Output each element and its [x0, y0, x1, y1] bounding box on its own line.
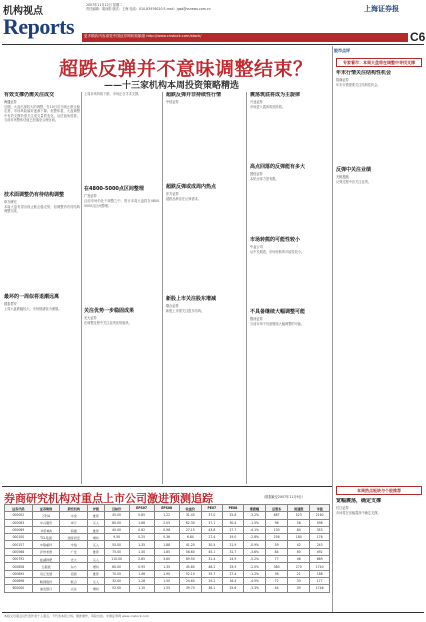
- table-cell: 58.60: [179, 548, 201, 555]
- header-banner: [82, 33, 408, 42]
- article-paragraph: 反弹过程中应关注业绩。: [336, 180, 372, 185]
- table-cell: 52.00: [104, 585, 129, 592]
- table-cell: 买入: [88, 519, 105, 526]
- article-author: 海通证券: [4, 100, 17, 104]
- table-cell: 84: [288, 526, 310, 533]
- table-cell: 中金: [60, 512, 88, 519]
- article-author: 中信证券: [166, 100, 179, 104]
- table-cell: 联合: [60, 577, 88, 584]
- table-cell: 中兴通讯: [32, 519, 60, 526]
- table-cell: 25.6: [222, 585, 243, 592]
- table-cell: 89.50: [179, 556, 201, 563]
- section-logo-reports: Reports: [3, 14, 75, 39]
- table-cell: 176: [310, 534, 330, 541]
- table-cell: 国泰君安: [60, 534, 88, 541]
- article-body: [250, 250, 330, 254]
- table-cell: 招商: [60, 570, 88, 577]
- table-header-row: [5, 505, 330, 512]
- table-cell: 买入: [88, 541, 105, 548]
- table-cell: 55.00: [104, 541, 129, 548]
- article-body: [4, 105, 80, 122]
- table-cell: 9.50: [104, 534, 129, 541]
- right-column-bottom: [336, 498, 422, 610]
- table-cell: 84: [266, 548, 288, 555]
- table-cell: 19.2: [201, 577, 222, 584]
- table-cell: 6.84: [179, 534, 201, 541]
- table-cell: 000568: [5, 548, 33, 555]
- article-body: [250, 177, 330, 181]
- table-cell: 30.4: [222, 519, 243, 526]
- article-title: 宽幅震荡，确定支撑: [336, 498, 382, 504]
- table-row: [5, 556, 330, 563]
- table-cell: 48.2: [201, 563, 222, 570]
- table-cell: 75.00: [104, 548, 129, 555]
- table-header-cell: PE08: [222, 505, 243, 512]
- table-cell: 0.36: [154, 534, 179, 541]
- table-cell: 000895: [5, 570, 33, 577]
- article-author: 长江证券: [336, 506, 349, 510]
- table-cell: 59: [266, 541, 288, 548]
- table-cell: 70.00: [104, 570, 129, 577]
- table-cell: 72: [266, 577, 288, 584]
- article-paragraph: 年末行情需要关注结构性机会。: [336, 83, 381, 87]
- table-cell: -0.9%: [243, 541, 265, 548]
- article-paragraph: 市场进入震荡筑底阶段。: [250, 105, 286, 109]
- table-row: [5, 526, 330, 533]
- table-cell: 买入: [88, 556, 105, 563]
- table-cell: 1.55: [154, 585, 179, 592]
- column-1: [4, 92, 80, 482]
- right-column-top: [336, 70, 422, 290]
- table-header-cell: PE07: [201, 505, 222, 512]
- table-cell: 海通: [60, 526, 88, 533]
- table-cell: -3.6%: [243, 548, 265, 555]
- article-body: [84, 199, 160, 208]
- table-cell: 27.15: [179, 526, 201, 533]
- table-cell: 推荐: [88, 548, 105, 555]
- table-cell: 188: [310, 570, 330, 577]
- table-cell: -3.3%: [243, 585, 265, 592]
- table-cell: 380: [266, 563, 288, 570]
- table-cell: 77: [266, 556, 288, 563]
- table-cell: 31.7: [222, 548, 243, 555]
- table-header-cell: 涨跌幅: [243, 505, 265, 512]
- table-cell: 41.20: [179, 541, 201, 548]
- article-paragraph: 市场将在宽幅震荡中确定支撑。: [336, 511, 381, 515]
- article-paragraph: 上周市场持续下跌，市场正在寻求支撑。: [84, 92, 142, 96]
- table-cell: 1.22: [154, 512, 179, 519]
- table-row: [5, 534, 330, 541]
- table-header-cell: EPS07: [129, 505, 154, 512]
- table-cell: 泸州老窖: [32, 548, 60, 555]
- column-4: [250, 92, 330, 482]
- article-title: 超跌反弹并非持续性行情: [166, 92, 222, 98]
- table-cell: 1746: [310, 585, 330, 592]
- article-author: 银河证券: [250, 316, 263, 321]
- table-row: [5, 512, 330, 519]
- article-title: 反弹中关注业绩: [336, 167, 372, 174]
- table-cell: -3.2%: [243, 512, 265, 519]
- table-cell: 浦发银行: [32, 585, 60, 592]
- table-cell: 0.98: [154, 526, 179, 533]
- table-cell: -4.1%: [243, 526, 265, 533]
- table-cell: 增持: [88, 534, 105, 541]
- table-cell: 130: [266, 526, 288, 533]
- table-cell: 1.88: [154, 541, 179, 548]
- table-cell: 110.00: [104, 556, 129, 563]
- article-author: 广发证券: [84, 194, 97, 199]
- table-row: [5, 570, 330, 577]
- table-cell: 000063: [5, 519, 33, 526]
- article-author: 招商证券: [336, 78, 349, 82]
- table-cell: 1.90: [154, 570, 179, 577]
- article-body: [250, 105, 330, 109]
- table-cell: 1.10: [129, 585, 154, 592]
- table-cell: -2.0%: [243, 563, 265, 570]
- table-cell: 广发: [60, 548, 88, 555]
- right-panel-box: 本周热点板块与个股推荐: [336, 486, 422, 495]
- header-editor: 责任编辑：胡向阳 版式：王海 电话：010-83976020 E-mail：jgsd@ssnews.com.cn: [86, 7, 211, 11]
- article-title: 市场转熊的可能性较小: [250, 236, 301, 243]
- table-cell: 0.95: [129, 563, 154, 570]
- table-cell: 36: [266, 570, 288, 577]
- article-title: 震荡筑底将成为主旋律: [250, 92, 301, 98]
- table-cell: 0.62: [129, 526, 154, 533]
- article-body: [4, 205, 80, 214]
- table-cell: 36.1: [201, 585, 222, 592]
- table-cell: 双汇发展: [32, 570, 60, 577]
- column-3: [166, 92, 244, 482]
- right-panel-title: 股市点评: [334, 48, 350, 53]
- table-cell: 180: [288, 534, 310, 541]
- table-divider: [2, 486, 332, 487]
- table-cell: 24.60: [179, 577, 201, 584]
- table-cell: 1.35: [129, 541, 154, 548]
- table-cell: 523: [288, 512, 310, 519]
- table-cell: 45.80: [179, 563, 201, 570]
- table-cell: 33.9: [222, 563, 243, 570]
- table-cell: 鞍钢股份: [32, 577, 60, 584]
- article-body: [84, 321, 160, 325]
- table-cell: 27.4: [201, 534, 222, 541]
- page-footer: 本版文章观点仅代表作者个人观点，不代表本报立场。据此操作，风险自担。中国证券网 www.cnstock.com: [4, 614, 149, 618]
- sub-headline: ——十三家机构本周投资策略精选: [104, 81, 240, 91]
- table-cell: 1.28: [129, 577, 154, 584]
- table-header-cell: 流通股: [288, 505, 310, 512]
- article-body: [84, 92, 160, 96]
- table-cell: -1.2%: [243, 570, 265, 577]
- table-cell: 42: [288, 541, 310, 548]
- table-header-cell: 证券简称: [32, 505, 60, 512]
- table-cell: -1.5%: [243, 519, 265, 526]
- section-name: 机构视点: [3, 6, 43, 17]
- table-cell: -4.5%: [243, 577, 265, 584]
- page-number: C6: [410, 30, 426, 44]
- article-author: 兴业证券: [250, 100, 263, 104]
- table-cell: 45.00: [104, 512, 129, 519]
- table-cell: 申万: [60, 519, 88, 526]
- table-cell: 60: [288, 548, 310, 555]
- table-cell: 35.7: [201, 570, 222, 577]
- footer-divider: [2, 612, 424, 613]
- table-header-cell: EPS08: [154, 505, 179, 512]
- table-cell: 2.05: [154, 519, 179, 526]
- table-cell: 000792: [5, 556, 33, 563]
- article-title: 最坏的一周似将退潮远离: [4, 293, 60, 300]
- article-title: 在4800-5000点区间整理: [84, 186, 144, 193]
- table-cell: 27.4: [222, 570, 243, 577]
- table-cell: 46: [288, 556, 310, 563]
- table-cell: 东方: [60, 563, 88, 570]
- table-cell: 增持: [88, 585, 105, 592]
- table-cell: 1.68: [129, 519, 154, 526]
- table-header-cell: 市值: [310, 505, 330, 512]
- table-header-cell: 证券代码: [5, 505, 33, 512]
- table-cell: 000898: [5, 577, 33, 584]
- newspaper-logo: 上海证券报: [364, 4, 399, 13]
- table-cell: 买入: [88, 577, 105, 584]
- table-cell: 推荐: [88, 512, 105, 519]
- header-banner-text: 更多精彩内容请见中国证券网机构频道 http://www.cnstock.com/stock/: [84, 34, 202, 38]
- table-cell: 0.85: [129, 512, 154, 519]
- article-paragraph: 本周大盘有望出现止跌企稳走势，但调整仍有待结构调整完成。: [4, 205, 80, 214]
- table-cell: 39: [288, 585, 310, 592]
- article-author: 申万研究: [4, 200, 17, 205]
- article-author: 东方证券: [166, 192, 179, 196]
- table-cell: 000069: [5, 526, 33, 533]
- article-paragraph: 从中长期看，市场转熊的可能性较小。: [250, 249, 305, 254]
- page-header: [0, 0, 426, 44]
- table-cell: 21: [288, 570, 310, 577]
- article-paragraph: 目前市场仍处于调整之中，预计本周大盘将在4800-5000点区间整理。: [84, 199, 160, 208]
- table-cell: 689: [310, 556, 330, 563]
- column-divider: [246, 92, 247, 484]
- table-cell: 58: [288, 519, 310, 526]
- table-note: （数据截至2007年11月9日）: [262, 495, 305, 499]
- article-title: 年末行情关注结构性机会: [336, 70, 392, 76]
- table-header-cell: 目标价: [104, 505, 129, 512]
- article-author: 中金公司: [250, 244, 263, 249]
- article-body: [4, 307, 80, 311]
- table-cell: 0.25: [129, 534, 154, 541]
- table-cell: 3.60: [154, 556, 179, 563]
- table-cell: 43.8: [201, 526, 222, 533]
- table-cell: 盐湖钾肥: [32, 556, 60, 563]
- table-cell: 1.50: [154, 577, 179, 584]
- table-cell: 兴业: [60, 585, 88, 592]
- table-cell: 1.85: [154, 548, 179, 555]
- table-cell: 44: [266, 585, 288, 592]
- column-divider: [332, 46, 333, 612]
- main-headline: 超跌反弹并不意味调整结束？: [59, 58, 313, 80]
- table-cell: 600000: [5, 585, 33, 592]
- article-body: [166, 197, 244, 201]
- table-cell: 31.45: [179, 512, 201, 519]
- article-title: 新股上市关注股东增减: [166, 296, 217, 303]
- table-header-cell: 收盘价: [179, 505, 201, 512]
- table-row: [5, 563, 330, 570]
- table-cell: 60.00: [104, 563, 129, 570]
- table-cell: 万科A: [32, 512, 60, 519]
- table-cell: 177: [310, 577, 330, 584]
- table-cell: 96: [266, 519, 288, 526]
- article-author: 国泰君安: [4, 301, 17, 306]
- table-cell: TCL集团: [32, 534, 60, 541]
- header-date: 2007年11月12日 星期二: [86, 3, 123, 7]
- table-title: 券商研究机构对重点上市公司激进预测追踪: [4, 492, 213, 505]
- table-cell: 687: [266, 512, 288, 519]
- table-cell: -2.8%: [243, 534, 265, 541]
- table-cell: 000002: [5, 512, 33, 519]
- table-cell: 1.30: [129, 548, 154, 555]
- table-cell: 中信: [60, 541, 88, 548]
- column-divider: [81, 92, 82, 484]
- article-author: 国信证券: [250, 172, 263, 177]
- table-cell: 353: [310, 526, 330, 533]
- article-paragraph: 新股上市需关注股东结构。: [166, 309, 205, 314]
- table-cell: 1.46: [129, 570, 154, 577]
- article-author: 天相投顾: [336, 175, 349, 180]
- table-cell: 24.9: [222, 556, 243, 563]
- table-cell: 30.5: [201, 541, 222, 548]
- table-cell: 中联重科: [32, 541, 60, 548]
- table-header-cell: 研究机构: [60, 505, 88, 512]
- article-title: 关注优势一步稳固成果: [84, 307, 135, 314]
- table-cell: 1740: [310, 563, 330, 570]
- table-row: [5, 519, 330, 526]
- column-2: [84, 92, 160, 482]
- article-body: [166, 309, 244, 313]
- article-paragraph: 超跌品种存在反弹需求。: [166, 197, 202, 201]
- table-cell: 华侨城A: [32, 526, 60, 533]
- article-body: [250, 322, 330, 326]
- table-cell: 37.0: [201, 512, 222, 519]
- table-cell: 80.00: [104, 519, 129, 526]
- header-divider: [2, 44, 424, 45]
- table-cell: 37.1: [201, 519, 222, 526]
- table-cell: 39.70: [179, 585, 201, 592]
- article-body: [336, 180, 422, 184]
- table-cell: 598: [310, 519, 330, 526]
- table-cell: 000858: [5, 563, 33, 570]
- table-cell: 推荐: [88, 526, 105, 533]
- table-cell: 21.9: [222, 541, 243, 548]
- table-cell: 2160: [310, 512, 330, 519]
- table-cell: 258: [266, 534, 288, 541]
- article-title: 高点回落的反弹能有多大: [250, 164, 306, 171]
- table-row: [5, 548, 330, 555]
- right-panel-box: 专家看市：本周大盘将在调整中寻找支撑: [336, 58, 422, 67]
- article-paragraph: 在调整过程中关注业绩优势板块。: [84, 320, 132, 325]
- table-header-cell: 总股本: [266, 505, 288, 512]
- table-row: [5, 577, 330, 584]
- table-row: [5, 541, 330, 548]
- table-cell: 000100: [5, 534, 33, 541]
- table-row: [5, 585, 330, 592]
- table-cell: 000157: [5, 541, 33, 548]
- table-cell: 27.7: [222, 526, 243, 533]
- table-cell: 243: [310, 541, 330, 548]
- table-cell: 光大: [60, 556, 88, 563]
- table-cell: 25.8: [222, 512, 243, 519]
- article-title: 不具备继续大幅调整可能: [250, 308, 306, 315]
- table-cell: 31.4: [201, 556, 222, 563]
- table-cell: 2.85: [129, 556, 154, 563]
- article-paragraph: 近期，大盘出现较大的调整，在10日后出现止跌企稳走势，市场风险偏好逐渐下降。但整体看，大盘调整中有效支撑仍需关注成交量的变化。从估值角度看，当前市场整体估值已回落至合理区间。: [4, 105, 80, 122]
- table-cell: 52.10: [179, 570, 201, 577]
- table-cell: 1.35: [154, 563, 179, 570]
- header-meta: [86, 3, 316, 11]
- article-body: [336, 83, 422, 87]
- article-title: 有效支撑仍需关注成交: [4, 92, 55, 98]
- table-body: [5, 512, 330, 592]
- article-title: 超跌反弹或成周内热点: [166, 184, 217, 190]
- article-author: 光大证券: [84, 315, 97, 320]
- table-cell: 45.1: [201, 548, 222, 555]
- table-cell: 增持: [88, 563, 105, 570]
- table-cell: 五粮液: [32, 563, 60, 570]
- article-paragraph: 上周大盘跌幅较大，市场情绪较为谨慎。: [4, 306, 62, 311]
- table-header-cell: 评级: [88, 505, 105, 512]
- article-body: [336, 511, 422, 515]
- table-cell: 492: [310, 548, 330, 555]
- table-cell: 40.00: [104, 526, 129, 533]
- table-cell: 推荐: [88, 570, 105, 577]
- article-paragraph: 当前市场不具备继续大幅调整的可能。: [250, 321, 305, 326]
- table-cell: 62.30: [179, 519, 201, 526]
- table-cell: -5.2%: [243, 556, 265, 563]
- table-cell: 270: [288, 563, 310, 570]
- article-author: 联合证券: [166, 304, 179, 309]
- column-divider: [162, 92, 163, 484]
- table-cell: 19.0: [222, 534, 243, 541]
- article-paragraph: 本轮反弹力度有限。: [250, 177, 279, 182]
- table-cell: 16.4: [222, 577, 243, 584]
- forecast-table: [4, 504, 330, 593]
- table-cell: 32.00: [104, 577, 129, 584]
- table-cell: 33: [288, 577, 310, 584]
- article-title: 技术面调整仍有待结构调整: [4, 192, 65, 199]
